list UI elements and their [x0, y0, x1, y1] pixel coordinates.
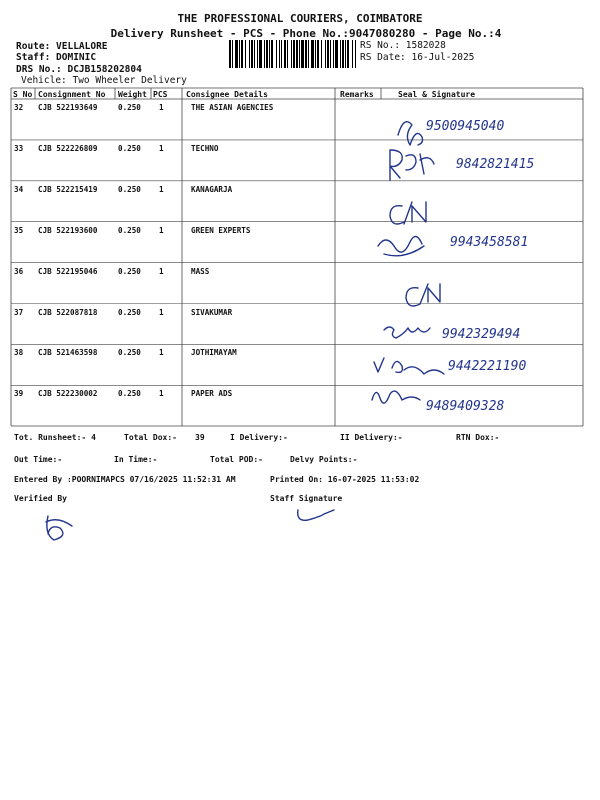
rs-date: RS Date: 16-Jul-2025: [360, 52, 475, 63]
i-delivery: I Delivery:-: [230, 433, 288, 442]
runsheet-title: Delivery Runsheet - PCS - Phone No.:9047080280 - Page No.:4: [110, 27, 502, 40]
verified-by-signature: [46, 516, 72, 540]
row-consignment: CJB 522230002: [38, 389, 98, 399]
handwritten-phone: 9942329494: [442, 327, 521, 342]
col-weight: Weight: [118, 90, 147, 99]
row-consignment: CJB 522087818: [38, 307, 98, 317]
row-weight: 0.250: [118, 389, 141, 399]
row-consignee: PAPER ADS: [191, 389, 233, 399]
printed-on: Printed On: 16-07-2025 11:53:02: [270, 475, 420, 484]
row-sno: 32: [14, 103, 24, 112]
row-weight: 0.250: [118, 225, 141, 235]
tot-runsheet: Tot. Runsheet:- 4: [14, 433, 96, 442]
col-remarks: Remarks: [340, 90, 374, 99]
total-pod: Total POD:-: [210, 455, 263, 464]
row-pcs: 1: [159, 389, 164, 399]
in-time: In Time:-: [114, 455, 158, 464]
col-consignee: Consignee Details: [186, 90, 268, 99]
signature-row-38: [374, 358, 444, 374]
rtn-dox: RTN Dox:-: [456, 433, 500, 442]
row-pcs: 1: [159, 184, 164, 194]
row-pcs: 1: [159, 103, 164, 112]
handwritten-phone: 9489409328: [426, 399, 505, 414]
row-sno: 34: [14, 184, 24, 194]
row-sno: 39: [14, 389, 24, 399]
row-consignment: CJB 522215419: [38, 184, 98, 194]
entered-by: Entered By :POORNIMAPCS 07/16/2025 11:52:31 AM: [14, 475, 236, 484]
delvy-points: Delvy Points:-: [290, 455, 358, 464]
route-label: Route: VELLALORE: [16, 41, 108, 52]
total-dox-value: 39: [195, 433, 205, 442]
row-consignee: TECHNO: [191, 143, 219, 153]
signature-row-37: [384, 327, 430, 338]
row-consignee: JOTHIMAYAM: [191, 348, 237, 358]
col-seal-signature: Seal & Signature: [398, 90, 476, 99]
row-consignment: CJB 522193600: [38, 225, 98, 235]
row-consignee: GREEN EXPERTS: [191, 225, 251, 235]
staff-label: Staff: DOMINIC: [16, 52, 97, 63]
row-weight: 0.250: [118, 103, 141, 112]
out-time: Out Time:-: [14, 455, 63, 464]
col-pcs: PCS: [153, 90, 168, 99]
signature-row-34: [390, 202, 426, 224]
staff-signature-label: Staff Signature: [270, 494, 343, 503]
drs-number: DRS No.: DCJB158202804: [16, 64, 142, 75]
signature-row-33: [390, 150, 434, 180]
row-weight: 0.250: [118, 184, 141, 194]
row-consignment: CJB 521463598: [38, 348, 98, 358]
verified-by-label: Verified By: [14, 494, 67, 503]
row-pcs: 1: [159, 143, 164, 153]
row-consignee: SIVAKUMAR: [191, 307, 233, 317]
row-pcs: 1: [159, 307, 164, 317]
row-consignee: MASS: [191, 266, 210, 276]
signature-row-36: [406, 284, 440, 306]
row-pcs: 1: [159, 348, 164, 358]
row-weight: 0.250: [118, 143, 141, 153]
row-consignment: CJB 522193649: [38, 103, 98, 112]
row-consignment: CJB 522226809: [38, 143, 98, 153]
col-consignment: Consignment No: [38, 90, 106, 99]
row-weight: 0.250: [118, 348, 141, 358]
row-weight: 0.250: [118, 307, 141, 317]
signature-row-32: [398, 122, 423, 145]
rs-number: RS No.: 1582028: [360, 40, 446, 51]
staff-signature-mark: [298, 510, 334, 520]
vehicle-label: Vehicle: Two Wheeler Delivery: [21, 75, 187, 86]
row-sno: 33: [14, 143, 24, 153]
ii-delivery: II Delivery:-: [340, 433, 403, 442]
row-consignee: KANAGARJA: [191, 184, 233, 194]
row-sno: 37: [14, 307, 24, 317]
row-sno: 38: [14, 348, 24, 358]
col-sno: S No: [13, 90, 33, 99]
signature-row-35: [378, 236, 424, 255]
row-pcs: 1: [159, 266, 164, 276]
row-sno: 36: [14, 266, 24, 276]
company-name: THE PROFESSIONAL COURIERS, COIMBATORE: [177, 12, 423, 25]
row-sno: 35: [14, 225, 24, 235]
handwritten-phone: 9442221190: [448, 359, 527, 374]
handwritten-phone: 9943458581: [450, 235, 529, 250]
row-consignment: CJB 522195046: [38, 266, 98, 276]
row-consignee: THE ASIAN AGENCIES: [191, 103, 274, 112]
row-weight: 0.250: [118, 266, 141, 276]
handwritten-phone: 9842821415: [456, 157, 535, 172]
total-dox-label: Total Dox:-: [124, 433, 177, 442]
signature-row-39: [372, 391, 420, 403]
row-pcs: 1: [159, 225, 164, 235]
handwritten-phone: 9500945040: [426, 119, 505, 134]
